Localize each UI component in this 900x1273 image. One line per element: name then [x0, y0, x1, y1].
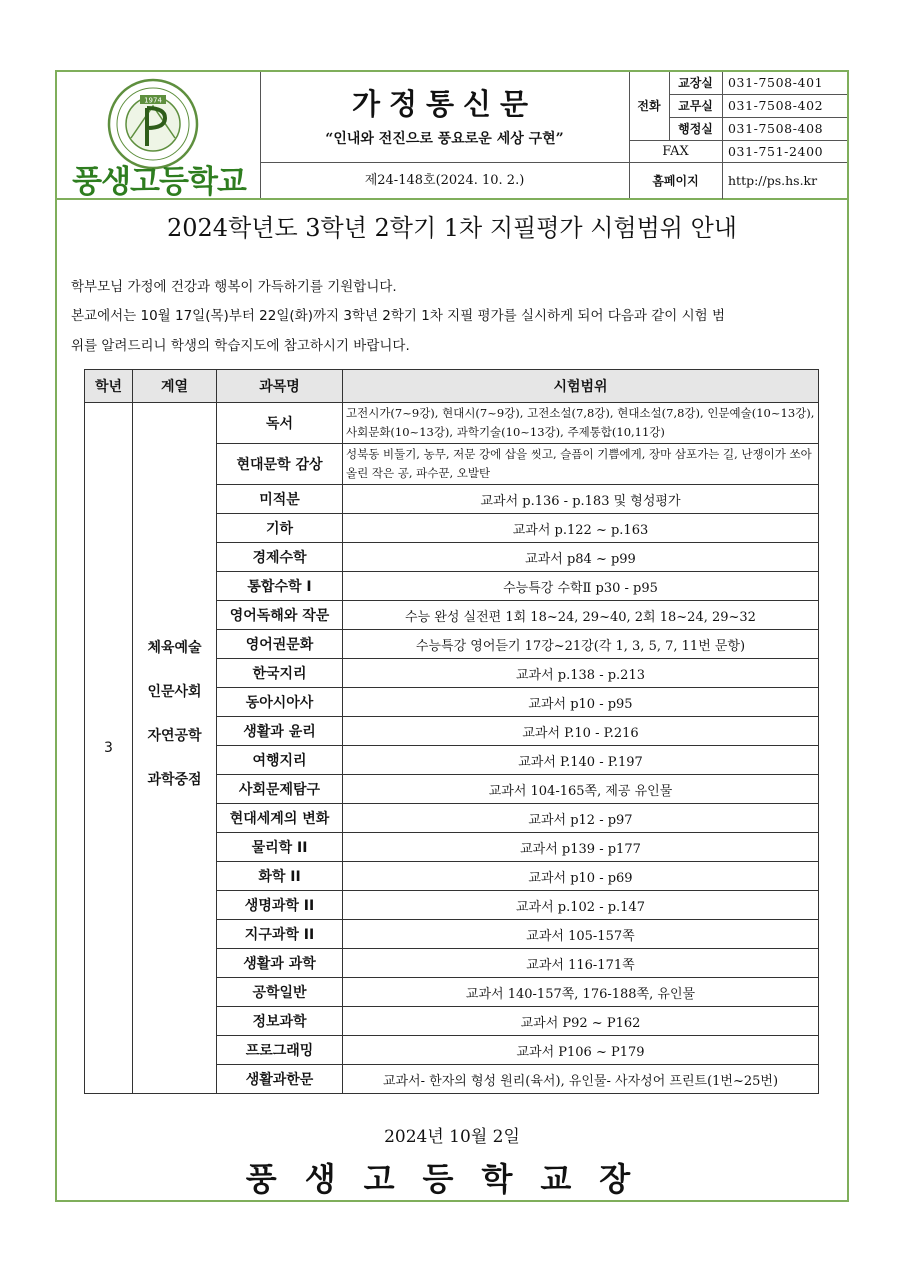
subject-cell: 현대세계의 변화 — [217, 804, 343, 833]
range-cell: 교과서 p10 - p69 — [343, 862, 819, 891]
range-cell: 교과서 P92 ~ P162 — [343, 1007, 819, 1036]
title-cell — [260, 72, 630, 198]
fax-row — [629, 140, 847, 163]
header-subject: 과목명 — [217, 370, 343, 403]
phone-office-label: 행정실 — [669, 118, 723, 140]
subject-cell: 정보과학 — [217, 1007, 343, 1036]
subject-cell: 통합수학 Ⅰ — [217, 572, 343, 601]
logo-cell — [57, 72, 261, 198]
subject-cell: 영어독해와 작문 — [217, 601, 343, 630]
newsletter-frame — [55, 70, 849, 1202]
range-cell: 교과서 p.138 - p.213 — [343, 659, 819, 688]
subject-cell: 영어권문화 — [217, 630, 343, 659]
track-label: 과학중점 — [147, 772, 202, 788]
track-cell — [133, 403, 217, 1094]
notice-title: 2024학년도 3학년 2학기 1차 지필평가 시험범위 안내 — [167, 214, 737, 242]
subject-cell: 생활과 윤리 — [217, 717, 343, 746]
body-text-line2: 위를 알려드리니 학생의 학습지도에 참고하시기 바랍니다. — [71, 338, 410, 354]
range-cell: 수능특강 수학Ⅱ p30 - p95 — [343, 572, 819, 601]
phone-office-label: 교무실 — [669, 95, 723, 117]
subject-cell: 사회문제탐구 — [217, 775, 343, 804]
body-text-line1: 본교에서는 10월 17일(목)부터 22일(화)까지 3학년 2학기 1차 지필 평가를 실시하게 되어 다음과 같이 시험 범 — [71, 308, 726, 324]
header-track: 계열 — [133, 370, 217, 403]
subject-cell: 동아시아사 — [217, 688, 343, 717]
track-label: 체육예술 — [147, 640, 202, 656]
range-cell: 수능특강 영어듣기 17강~21강(각 1, 3, 5, 7, 11번 문항) — [343, 630, 819, 659]
phone-row-academic — [669, 95, 847, 118]
contact-table — [629, 72, 847, 198]
track-label: 자연공학 — [147, 728, 202, 744]
subject-cell: 독서 — [217, 403, 343, 444]
header-grade: 학년 — [85, 370, 133, 403]
subject-cell: 미적분 — [217, 485, 343, 514]
range-cell: 성북동 비둘기, 농무, 저문 강에 삽을 씻고, 슬픔이 기쁨에게, 장마 삼포가는 길, 난쟁이가 쏘아 올린 작은 공, 파수꾼, 오발탄 — [343, 444, 819, 485]
subject-cell: 경제수학 — [217, 543, 343, 572]
range-cell: 고전시가(7~9강), 현대시(7~9강), 고전소설(7,8강), 현대소설(7,8강), 인문예술(10~13강), 사회문화(10~13강), 과학기술(10~13강), 주제통합(10,11강) — [343, 403, 819, 444]
header-range: 시험범위 — [343, 370, 819, 403]
range-cell: 교과서 105-157쪽 — [343, 920, 819, 949]
subject-cell: 물리학 II — [217, 833, 343, 862]
range-cell: 교과서 P.140 - P.197 — [343, 746, 819, 775]
school-name-logo: 풍생고등학교 — [72, 164, 246, 200]
subject-cell: 생명과학 II — [217, 891, 343, 920]
range-cell: 교과서 116-171쪽 — [343, 949, 819, 978]
newsletter-title: 가정통신문 — [351, 87, 538, 121]
subject-cell: 기하 — [217, 514, 343, 543]
phone-row-principal — [669, 72, 847, 95]
subject-cell: 여행지리 — [217, 746, 343, 775]
range-cell: 교과서 p.136 - p.183 및 형성평가 — [343, 485, 819, 514]
phone-number: 031-7508-408 — [728, 121, 824, 136]
principal-signature: 풍생고등학교장 — [245, 1160, 659, 1198]
header — [57, 72, 847, 200]
range-cell: 교과서 p12 - p97 — [343, 804, 819, 833]
subject-cell: 현대문학 감상 — [217, 444, 343, 485]
subject-cell: 공학일반 — [217, 978, 343, 1007]
range-cell: 교과서 140-157쪽, 176-188쪽, 유인물 — [343, 978, 819, 1007]
table-header-row — [85, 370, 819, 403]
range-cell: 교과서 p.122 ~ p.163 — [343, 514, 819, 543]
phone-label: 전화 — [629, 72, 670, 140]
range-cell: 교과서 P.10 - P.216 — [343, 717, 819, 746]
range-cell: 교과서 p10 - p95 — [343, 688, 819, 717]
range-cell: 교과서 P106 ~ P179 — [343, 1036, 819, 1065]
range-cell: 교과서 104-165쪽, 제공 유인물 — [343, 775, 819, 804]
homepage-link[interactable]: http://ps.hs.kr — [728, 173, 818, 188]
homepage-row — [629, 162, 847, 199]
subject-cell: 화학 II — [217, 862, 343, 891]
subject-cell: 생활과한문 — [217, 1065, 343, 1094]
issue-number: 제24-148호(2024. 10. 2.) — [260, 162, 629, 199]
table-row — [85, 403, 819, 444]
subject-cell: 생활과 과학 — [217, 949, 343, 978]
subject-cell: 한국지리 — [217, 659, 343, 688]
fax-label: FAX — [629, 141, 723, 163]
phone-row-admin — [669, 118, 847, 140]
track-label: 인문사회 — [147, 684, 202, 700]
fax-number: 031-751-2400 — [728, 144, 824, 159]
subject-cell: 프로그래밍 — [217, 1036, 343, 1065]
phone-office-label: 교장실 — [669, 72, 723, 94]
grade-cell: 3 — [85, 403, 133, 1094]
phone-number: 031-7508-401 — [728, 75, 824, 90]
subject-cell: 지구과학 II — [217, 920, 343, 949]
issue-date: 2024년 10월 2일 — [384, 1127, 520, 1147]
range-cell: 교과서- 한자의 형성 원리(육서), 유인물- 사자성어 프린트(1번~25번) — [343, 1065, 819, 1094]
range-cell: 수능 완성 실전편 1회 18~24, 29~40, 2회 18~24, 29~32 — [343, 601, 819, 630]
homepage-label: 홈페이지 — [629, 163, 723, 199]
range-cell: 교과서 p139 - p177 — [343, 833, 819, 862]
range-cell: 교과서 p.102 - p.147 — [343, 891, 819, 920]
range-cell: 교과서 p84 ~ p99 — [343, 543, 819, 572]
greeting-text: 학부모님 가정에 건강과 행복이 가득하기를 기원합니다. — [71, 279, 397, 295]
school-motto: “인내와 전진으로 풍요로운 세상 구현” — [325, 131, 564, 147]
exam-range-table — [84, 369, 819, 1094]
phone-number: 031-7508-402 — [728, 98, 824, 113]
emblem-year: 1974 — [144, 96, 162, 105]
